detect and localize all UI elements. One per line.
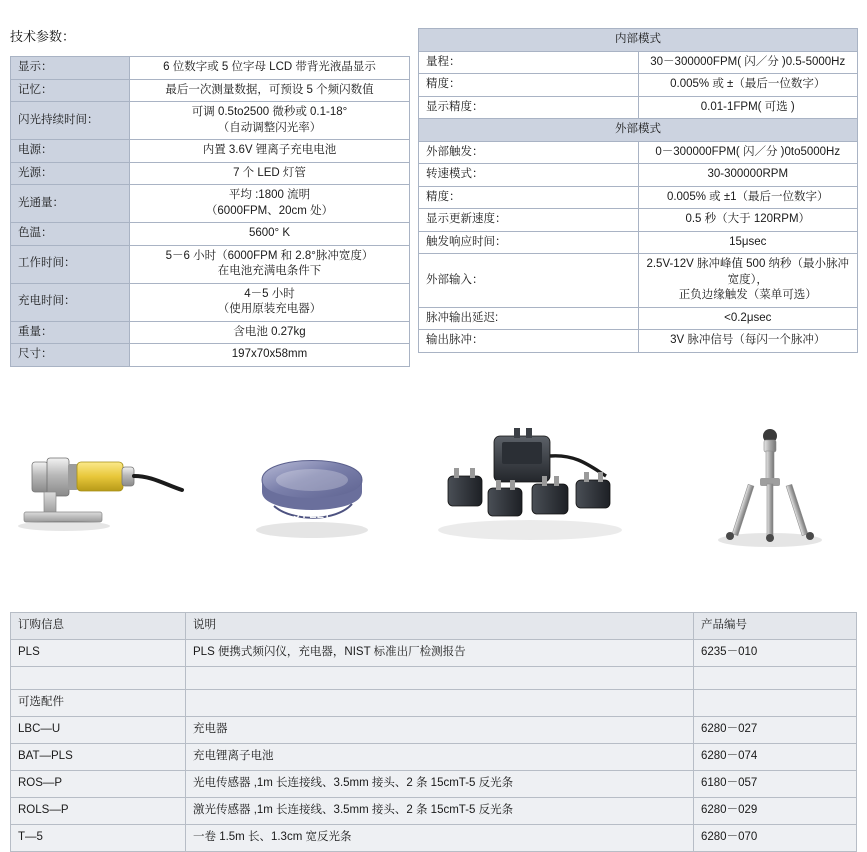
order-code: 可选配件 xyxy=(11,690,186,717)
table-row xyxy=(11,717,857,744)
table-row xyxy=(11,102,410,140)
spec-value: 内置 3.6V 锂离子充电电池 xyxy=(130,140,410,163)
order-description: PLS 便携式频闪仪，充电器，NIST 标准出厂检测报告 xyxy=(186,640,694,667)
spec-label: 精度： xyxy=(419,186,639,209)
table-row xyxy=(419,96,858,119)
order-part-number: 6180－057 xyxy=(694,771,857,798)
spec-value: 0.005% 或 ±1（最后一位数字） xyxy=(638,186,858,209)
order-part-number: 6280－027 xyxy=(694,717,857,744)
order-description: 充电器 xyxy=(186,717,694,744)
spec-label: 闪光持续时间： xyxy=(11,102,130,140)
spec-label: 量程： xyxy=(419,51,639,74)
table-row xyxy=(11,223,410,246)
table-row xyxy=(11,321,410,344)
table-row xyxy=(11,825,857,852)
spec-value: 5－6 小时（6000FPM 和 2.8°脉冲宽度） 在电池充满电条件下 xyxy=(130,245,410,283)
spec-label: 输出脉冲： xyxy=(419,330,639,353)
table-row xyxy=(11,771,857,798)
table-row xyxy=(419,330,858,353)
spec-value: 可调 0.5to2500 微秒或 0.1-18° （自动调整闪光率） xyxy=(130,102,410,140)
order-description: 充电锂离子电池 xyxy=(186,744,694,771)
table-header-row xyxy=(11,613,857,640)
spec-value: 0.01-1FPM( 可选 ) xyxy=(638,96,858,119)
sensor-photo xyxy=(14,418,194,578)
spec-value: 最后一次测量数据，可预设 5 个频闪数值 xyxy=(130,79,410,102)
spec-label: 光源： xyxy=(11,162,130,185)
spec-value: 平均 :1800 流明 （6000FPM、20cm 处） xyxy=(130,185,410,223)
table-row xyxy=(419,186,858,209)
table-row xyxy=(11,162,410,185)
table-row xyxy=(11,344,410,367)
ordering-table xyxy=(10,612,857,852)
order-code xyxy=(11,667,186,690)
spec-value: 30-300000RPM xyxy=(638,164,858,187)
table-row xyxy=(419,307,858,330)
spec-value: 197x70x58mm xyxy=(130,344,410,367)
order-part-number xyxy=(694,667,857,690)
table-row xyxy=(419,164,858,187)
table-row xyxy=(11,283,410,321)
spec-label: 记忆： xyxy=(11,79,130,102)
order-description xyxy=(186,690,694,717)
spec-value: 6 位数字或 5 位字母 LCD 带背光液晶显示 xyxy=(130,57,410,80)
column-header: 说明 xyxy=(186,613,694,640)
spec-label: 显示： xyxy=(11,57,130,80)
table-row xyxy=(11,140,410,163)
order-part-number: 6280－070 xyxy=(694,825,857,852)
ordering-body xyxy=(11,613,857,852)
spec-label: 显示更新速度： xyxy=(419,209,639,232)
svg-text:5 FEET: 5 FEET xyxy=(293,509,331,521)
table-row xyxy=(419,231,858,254)
table-row xyxy=(11,79,410,102)
table-row xyxy=(419,51,858,74)
spec-label: 光通量： xyxy=(11,185,130,223)
spec-value: 7 个 LED 灯管 xyxy=(130,162,410,185)
order-description: 激光传感器 ,1m 长连接线、3.5mm 接头、2 条 15cmT-5 反光条 xyxy=(186,798,694,825)
order-code: ROS—P xyxy=(11,771,186,798)
product-image-strip xyxy=(0,418,867,578)
spec-label: 充电时间： xyxy=(11,283,130,321)
spec-label: 外部输入： xyxy=(419,254,639,308)
spec-value: 0.005% 或 ±（最后一位数字） xyxy=(638,74,858,97)
left-spec-body xyxy=(11,57,410,367)
table-section-row xyxy=(11,690,857,717)
spec-label: 色温： xyxy=(11,223,130,246)
spec-value: 5600° K xyxy=(130,223,410,246)
right-spec-table xyxy=(418,28,858,353)
order-description xyxy=(186,667,694,690)
spec-value: 0.5 秒（大于 120RPM） xyxy=(638,209,858,232)
order-part-number: 6280－074 xyxy=(694,744,857,771)
table-row xyxy=(11,798,857,825)
spec-label: 重量： xyxy=(11,321,130,344)
spec-label: 尺寸： xyxy=(11,344,130,367)
order-part-number: 6235－010 xyxy=(694,640,857,667)
spec-value: 含电池 0.27kg xyxy=(130,321,410,344)
order-part-number xyxy=(694,690,857,717)
spec-label: 电源： xyxy=(11,140,130,163)
table-row xyxy=(11,245,410,283)
charger-adapters-photo xyxy=(430,418,630,578)
spec-value: 15μsec xyxy=(638,231,858,254)
external-mode-header: 外部模式 xyxy=(419,119,858,142)
spec-label: 外部触发： xyxy=(419,141,639,164)
column-header: 订购信息 xyxy=(11,613,186,640)
table-row xyxy=(11,640,857,667)
spec-label: 工作时间： xyxy=(11,245,130,283)
reflective-tape-photo xyxy=(240,418,390,578)
order-code: T—5 xyxy=(11,825,186,852)
order-part-number: 6280－029 xyxy=(694,798,857,825)
spec-label: 转速模式： xyxy=(419,164,639,187)
table-row xyxy=(419,74,858,97)
table-row xyxy=(419,254,858,308)
order-code: LBC—U xyxy=(11,717,186,744)
spec-label: 精度： xyxy=(419,74,639,97)
spec-value: 2.5V-12V 脉冲峰值 500 纳秒（最小脉冲宽度）， 正负边缘触发（菜单可选） xyxy=(638,254,858,308)
spec-value: 3V 脉冲信号（每闪一个脉冲） xyxy=(638,330,858,353)
order-code: BAT—PLS xyxy=(11,744,186,771)
order-code: PLS xyxy=(11,640,186,667)
spec-value: 30－300000FPM( 闪／分 )0.5-5000Hz xyxy=(638,51,858,74)
spec-value: 4－5 小时 （使用原装充电器） xyxy=(130,283,410,321)
spec-label: 脉冲输出延迟: xyxy=(419,307,639,330)
order-description: 光电传感器 ,1m 长连接线、3.5mm 接头、2 条 15cmT-5 反光条 xyxy=(186,771,694,798)
spec-label: 显示精度： xyxy=(419,96,639,119)
spec-label: 触发响应时间： xyxy=(419,231,639,254)
table-row xyxy=(419,209,858,232)
tripod-photo xyxy=(700,418,840,578)
spec-value: 0－300000FPM( 闪／分 )0to5000Hz xyxy=(638,141,858,164)
table-section-row xyxy=(419,119,858,142)
order-description: 一卷 1.5m 长、1.3cm 宽反光条 xyxy=(186,825,694,852)
page-title: 技术参数： xyxy=(10,29,76,44)
table-row xyxy=(11,667,857,690)
right-spec-body xyxy=(419,29,858,353)
table-row xyxy=(419,141,858,164)
left-spec-table xyxy=(10,56,410,367)
table-row xyxy=(11,744,857,771)
order-code: ROLS—P xyxy=(11,798,186,825)
table-row xyxy=(11,185,410,223)
spec-value: <0.2μsec xyxy=(638,307,858,330)
internal-mode-header: 内部模式 xyxy=(419,29,858,52)
table-section-row xyxy=(419,29,858,52)
column-header: 产品编号 xyxy=(694,613,857,640)
table-row xyxy=(11,57,410,80)
